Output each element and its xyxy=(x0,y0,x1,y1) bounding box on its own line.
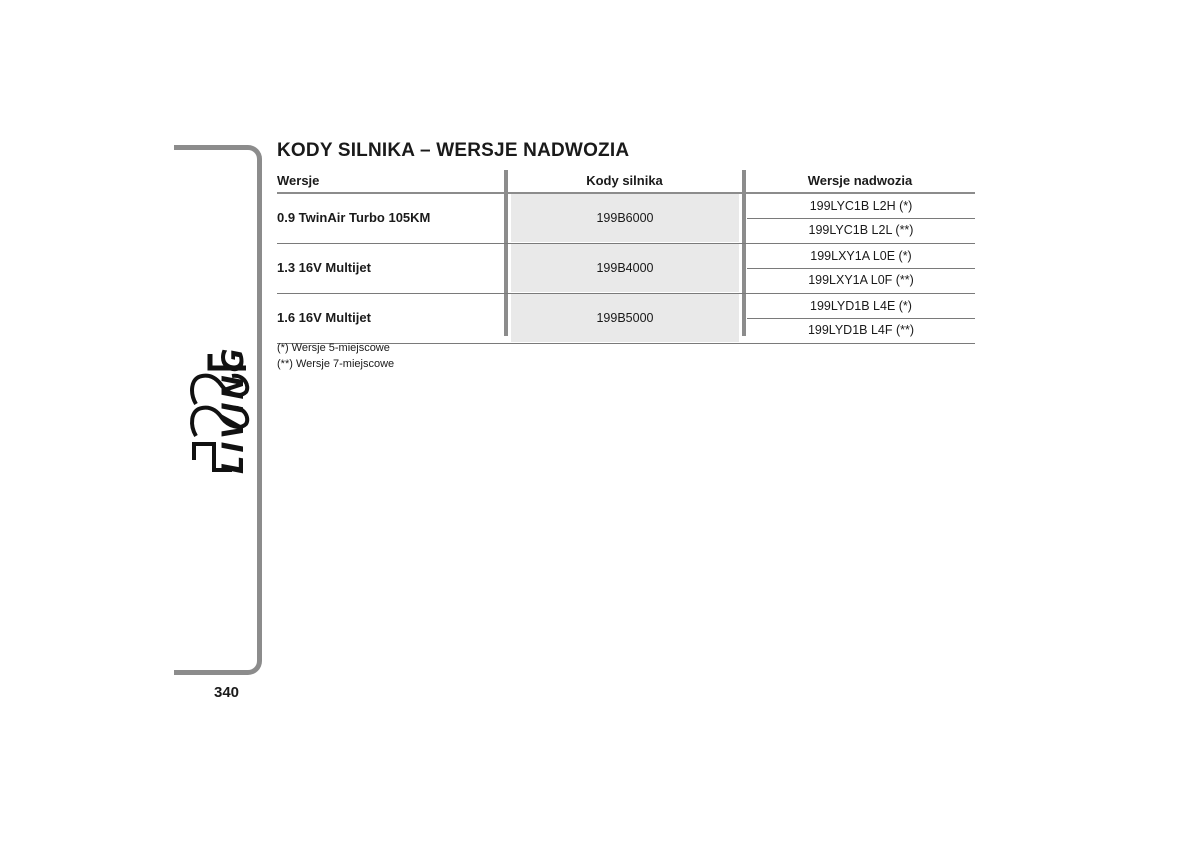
version-name: 0.9 TwinAir Turbo 105KM xyxy=(277,210,431,225)
engine-code: 199B5000 xyxy=(511,294,739,342)
version-name: 1.3 16V Multijet xyxy=(277,260,371,275)
table-header xyxy=(277,170,975,194)
engine-codes-table xyxy=(277,170,975,344)
page-number: 340 xyxy=(214,684,240,701)
logo-living-text: LIVING xyxy=(216,345,250,474)
page-title: KODY SILNIKA – WERSJE NADWOZIA xyxy=(277,140,630,161)
header-engine-codes: Kody silnika xyxy=(586,173,663,188)
footnote: (*) Wersje 5-miejscowe xyxy=(277,342,390,354)
body-version: 199LYD1B L4F (**) xyxy=(807,323,915,337)
table-row xyxy=(277,244,975,294)
engine-code: 199B6000 xyxy=(511,194,739,242)
footnote: (**) Wersje 7-miejscowe xyxy=(277,358,395,370)
footnotes xyxy=(277,340,394,372)
table-row xyxy=(277,194,975,244)
version-name: 1.6 16V Multijet xyxy=(277,310,371,325)
body-version: 199LYD1B L4E (*) xyxy=(747,294,975,319)
body-version: 199LXY1A L0F (**) xyxy=(808,273,914,287)
body-version: 199LYC1B L2H (*) xyxy=(747,194,975,219)
body-version: 199LYC1B L2L (**) xyxy=(808,223,914,237)
body-version: 199LXY1A L0E (*) xyxy=(747,244,975,269)
engine-code: 199B4000 xyxy=(511,244,739,292)
table-row xyxy=(277,294,975,344)
header-body-versions: Wersje nadwozia xyxy=(807,173,913,188)
header-versions: Wersje xyxy=(277,173,320,188)
